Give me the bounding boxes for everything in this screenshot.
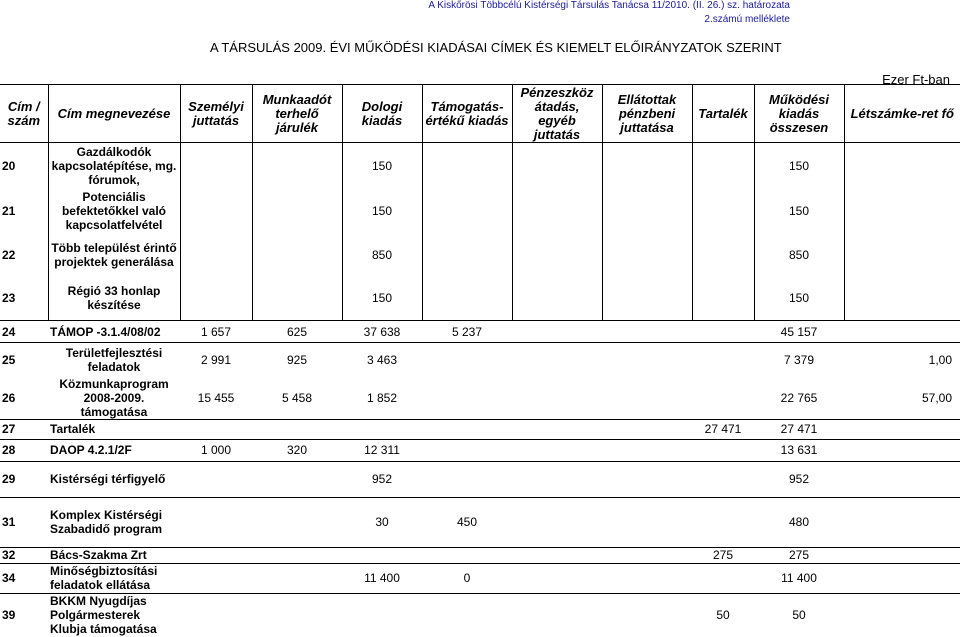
table-row [0,321,960,343]
cell-tartalek [692,461,754,497]
row-id: 22 [2,247,16,262]
cell-munkaadot [252,143,342,189]
table-row [0,189,960,233]
cell-penzeszkoz [512,593,602,637]
cell-letszam [844,593,960,637]
cell-szemelyi: 1 000 [180,439,252,461]
cell-tamogatas [422,439,512,461]
cell-penzeszkoz [512,277,602,321]
cell-tamogatas [422,233,512,277]
cell-total: 850 [754,233,844,277]
cell-tamogatas: 450 [422,497,512,547]
row-name: BKKM Nyugdíjas Polgármesterek Klubja támogatása [48,593,180,637]
cell-penzeszkoz [512,233,602,277]
cell-munkaadot [252,277,342,321]
cell-dologi [342,593,422,637]
cell-total: 150 [754,143,844,189]
cell-letszam [844,321,960,343]
cell-letszam: 57,00 [844,377,960,420]
cell-munkaadot [252,547,342,563]
cell-tartalek [692,189,754,233]
cell-letszam: 1,00 [928,352,952,367]
cell-letszam [844,461,960,497]
table-row [0,439,960,461]
cell-penzeszkoz [512,321,602,343]
cell-szemelyi [180,547,252,563]
row-id: 20 [2,158,16,173]
cell-letszam [844,233,960,277]
cell-total: 11 400 [754,563,844,593]
header-row [0,85,960,143]
cell-letszam [844,563,960,593]
table-row [0,277,960,321]
cell-szemelyi [180,593,252,637]
row-name: Tartalék [48,419,180,439]
cell-munkaadot [252,461,342,497]
col-szemelyi-header: Személyi juttatás [180,85,252,143]
cell-ellatottak [602,497,692,547]
cell-munkaadot: 320 [252,439,342,461]
cell-dologi: 37 638 [342,321,422,343]
cell-penzeszkoz [512,143,602,189]
cell-penzeszkoz [512,377,602,420]
table-row [0,143,960,189]
cell-penzeszkoz [512,461,602,497]
table-row [0,563,960,593]
cell-letszam [844,189,960,233]
cell-dologi [342,419,422,439]
cell-total: 952 [754,461,844,497]
cell-dologi: 850 [342,233,422,277]
row-name: Komplex Kistérségi Szabadidő program [48,497,180,547]
row-name: Bács-Szakma Zrt [50,548,147,562]
col-penzeszkoz-header: Pénzeszköz átadás, egyéb juttatás [512,85,602,143]
col-dologi-header: Dologi kiadás [342,85,422,143]
cell-ellatottak [602,563,692,593]
col-mukodesi-header: Működési kiadás összesen [754,85,844,143]
cell-tamogatas [422,277,512,321]
row-id: 23 [0,277,48,321]
cell-tamogatas [422,377,512,420]
cell-tamogatas: 0 [422,563,512,593]
row-name: Kistérségi térfigyelő [48,461,180,497]
row-id: 29 [0,461,48,497]
table-row [0,377,960,420]
cell-dologi [342,547,422,563]
cell-ellatottak [602,189,692,233]
cell-szemelyi [180,497,252,547]
col-munkaadot-header: Munkaadót terhelő járulék [252,85,342,143]
cell-tamogatas [422,593,512,637]
row-id: 24 [0,321,48,343]
cell-dologi: 11 400 [342,563,422,593]
cell-szemelyi: 15 455 [180,377,252,420]
cell-total: 150 [754,277,844,321]
cell-tartalek [692,233,754,277]
cell-szemelyi [180,461,252,497]
cell-tamogatas: 5 237 [422,321,512,343]
cell-ellatottak [602,419,692,439]
cell-tartalek [692,277,754,321]
cell-dologi: 12 311 [342,439,422,461]
cell-szemelyi [180,563,252,593]
cell-dologi: 952 [342,461,422,497]
cell-szemelyi [180,143,252,189]
cell-letszam [844,143,960,189]
cell-tartalek [692,439,754,461]
col-name-header: Cím megnevezése [48,85,180,143]
table-row [0,343,960,377]
cell-total: 480 [754,497,844,547]
row-id: 28 [0,439,48,461]
cell-szemelyi [180,233,252,277]
cell-letszam [844,497,960,547]
table-row [0,419,960,439]
cell-penzeszkoz [512,419,602,439]
table-row [0,593,960,637]
cell-tartalek [692,377,754,420]
cell-tartalek [692,563,754,593]
cell-tartalek: 50 [692,593,754,637]
cell-penzeszkoz [512,563,602,593]
page-title: A TÁRSULÁS 2009. ÉVI MŰKÖDÉSI KIADÁSAI CÍMEK ÉS KIEMELT ELŐIRÁNYZATOK SZERINT [210,40,782,55]
resolution-reference: A Kiskőrösi Többcélú Kistérségi Társulás Tanácsa 11/2010. (II. 26.) sz. határozata [428,0,790,11]
cell-ellatottak [602,377,692,420]
cell-szemelyi: 2 991 [200,352,232,367]
row-name: Területfejlesztési feladatok [65,345,163,374]
row-id: 31 [0,497,48,547]
cell-total: 45 157 [754,321,844,343]
annex-label: 2.számú melléklete [704,14,790,25]
cell-dologi: 3 463 [366,352,398,367]
cell-tamogatas [422,189,512,233]
cell-munkaadot [252,189,342,233]
cell-penzeszkoz [512,497,602,547]
cell-tartalek [692,343,754,377]
cell-szemelyi [180,419,252,439]
cell-total: 50 [754,593,844,637]
col-letszam-header: Létszámke-ret fő [844,85,960,143]
cell-szemelyi [180,189,252,233]
table-row [0,497,960,547]
cell-penzeszkoz [512,189,602,233]
cell-total: 22 765 [754,377,844,420]
row-name: Régió 33 honlap készítése [48,277,180,321]
row-id: 34 [0,563,48,593]
col-tartalek-header: Tartalék [692,85,754,143]
cell-ellatottak [602,143,692,189]
cell-letszam [844,277,960,321]
cell-szemelyi [180,277,252,321]
cell-dologi: 150 [342,143,422,189]
cell-szemelyi: 1 657 [180,321,252,343]
cell-munkaadot: 925 [286,352,308,367]
row-name: DAOP 4.2.1/2F [48,439,180,461]
cell-letszam [844,419,960,439]
cell-letszam [844,547,960,563]
cell-penzeszkoz [512,343,602,377]
cell-ellatottak [602,439,692,461]
budget-table [0,84,960,637]
cell-munkaadot [252,593,342,637]
col-tamogatas-header: Támogatás-értékű kiadás [422,85,512,143]
cell-dologi: 150 [342,189,422,233]
cell-dologi: 150 [342,277,422,321]
unit-label: Ezer Ft-ban [882,72,950,87]
cell-total: 13 631 [754,439,844,461]
cell-total: 150 [754,189,844,233]
row-id: 26 [0,377,48,420]
row-id: 39 [0,593,48,637]
cell-tartalek [692,143,754,189]
cell-tamogatas [422,461,512,497]
cell-ellatottak [602,547,692,563]
cell-tamogatas [422,343,512,377]
cell-penzeszkoz [512,547,602,563]
cell-munkaadot [252,497,342,547]
cell-munkaadot [252,563,342,593]
cell-total: 7 379 [783,352,815,367]
cell-tamogatas [422,547,512,563]
cell-ellatottak [602,461,692,497]
cell-munkaadot [252,233,342,277]
row-name: Potenciális befektetőkkel való kapcsolatfelvétel [48,189,180,233]
row-name: TÁMOP -3.1.4/08/02 [48,321,180,343]
cell-munkaadot: 625 [252,321,342,343]
cell-tartalek [692,321,754,343]
cell-ellatottak [602,277,692,321]
cell-tartalek: 275 [712,548,734,562]
row-name: Több települést érintő projektek generálása [48,233,180,277]
cell-ellatottak [602,593,692,637]
table-row [0,233,960,277]
row-name: Közmunkaprogram 2008-2009. támogatása [48,377,180,420]
cell-tamogatas [422,419,512,439]
row-id: 27 [0,419,48,439]
row-id: 21 [2,203,16,218]
cell-letszam [844,439,960,461]
table-row [0,461,960,497]
col-cim-header: Cím / szám [0,85,48,143]
row-name: Gazdálkodók kapcsolatépítése, mg. fórumok, [48,143,180,189]
cell-total: 275 [788,548,810,562]
table-row [0,547,960,563]
cell-dologi: 30 [342,497,422,547]
cell-ellatottak [602,343,692,377]
row-id: 32 [2,548,16,562]
cell-tamogatas [422,143,512,189]
cell-tartalek [692,497,754,547]
row-id: 25 [2,352,16,367]
col-ellatottak-header: Ellátottak pénzbeni juttatása [602,85,692,143]
cell-tartalek: 27 471 [692,419,754,439]
cell-munkaadot [252,419,342,439]
cell-ellatottak [602,321,692,343]
cell-penzeszkoz [512,439,602,461]
cell-ellatottak [602,233,692,277]
cell-munkaadot: 5 458 [252,377,342,420]
cell-dologi: 1 852 [342,377,422,420]
cell-total: 27 471 [754,419,844,439]
row-name: Minőségbiztosítási feladatok ellátása [48,563,180,593]
